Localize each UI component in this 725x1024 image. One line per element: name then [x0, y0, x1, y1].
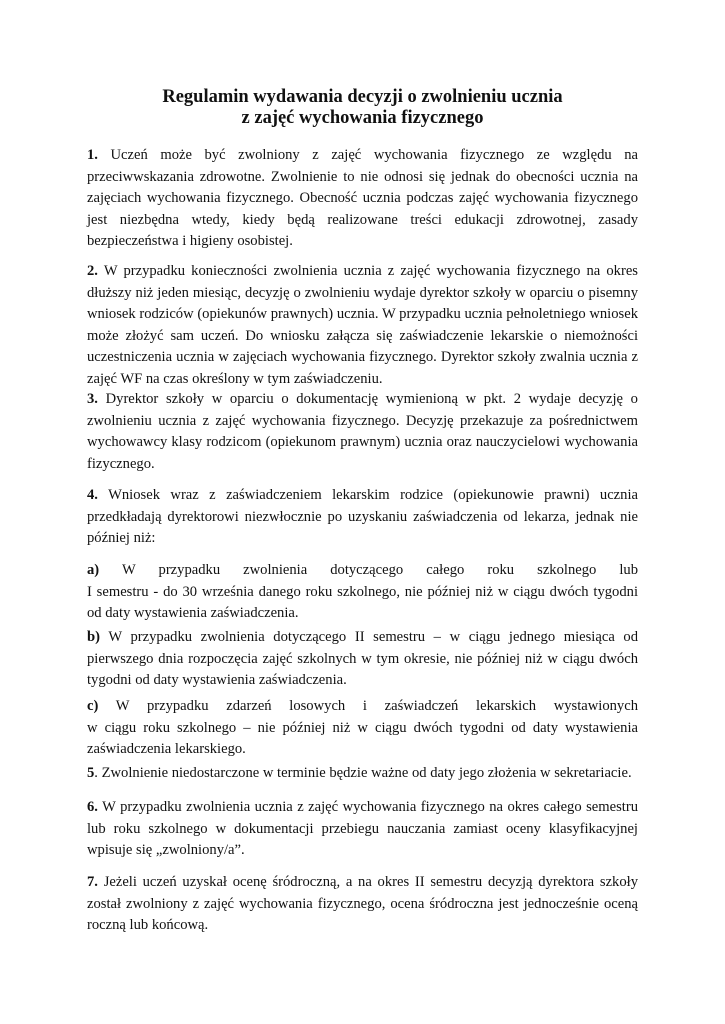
title-line-1: Regulamin wydawania decyzji o zwolnieniu ucznia — [162, 87, 563, 107]
section-4b — [87, 627, 638, 692]
section-text: Dyrektor szkoły w oparciu o dokumentację wymienioną w pkt. 2 wydaje decyzję o zwolnieniu ucznia z zajęć wychowania fizycznego. Decyzję przekazuje za pośrednictwem wychowawcy klasy rodzicom (opiekunom prawnym) ucznia oraz nauczycielowi wychowania fizycznego. — [87, 391, 638, 472]
section-text: W przypadku konieczności zwolnienia ucznia z zajęć wychowania fizycznego na okres dłuższy niż jeden miesiąc, decyzję o zwolnieniu wydaje dyrektor szkoły w oparciu o pisemny wniosek rodziców (opiekunów prawnych) ucznia. W przypadku ucznia pełnoletniego wniosek może złożyć sam uczeń. Do wniosku załącza się zaświadczenie lekarskie o niemożności uczestniczenia ucznia w zajęciach wychowania fizycznego. Dyrektor szkoły zwalnia ucznia z zajęć WF na czas określony w tym zaświadczeniu. — [87, 263, 638, 387]
title-line-2: z zajęć wychowania fizycznego — [241, 108, 484, 128]
section-first-line — [87, 696, 638, 718]
section-first-line — [87, 560, 638, 582]
section-number: c) — [87, 698, 99, 714]
section-number: 2. — [87, 263, 98, 279]
section-number: 4. — [87, 487, 98, 503]
section-number: 5 — [87, 765, 95, 781]
section-number: 3. — [87, 391, 98, 407]
section-number: 6. — [87, 799, 98, 815]
section-7 — [87, 872, 638, 937]
section-3 — [87, 389, 638, 475]
section-number: b) — [87, 629, 100, 645]
section-number: a) — [87, 562, 100, 578]
section-4c — [87, 696, 638, 761]
section-text-line1: W przypadku zdarzeń losowych i zaświadczeń lekarskich wystawionych — [115, 698, 638, 714]
section-5 — [87, 763, 638, 785]
document-title — [0, 87, 725, 129]
section-6 — [87, 797, 638, 862]
section-2 — [87, 261, 638, 390]
section-number: 1. — [87, 147, 98, 163]
section-text: . Zwolnienie niedostarczone w terminie będzie ważne od daty jego złożenia w sekretariacie. — [94, 765, 632, 781]
section-text: Wniosek wraz z zaświadczeniem lekarskim rodzice (opiekunowie prawni) ucznia przedkładają dyrektorowi niezwłocznie po uzyskaniu zaświadczenia od lekarza, jednak nie później niż: — [87, 487, 638, 546]
section-text-line1: W przypadku zwolnienia dotyczącego całego roku szkolnego lub — [121, 562, 639, 578]
section-4 — [87, 485, 638, 550]
section-number: 7. — [87, 874, 98, 890]
section-text-rest: w ciągu roku szkolnego – nie później niż w ciągu dwóch tygodni od daty wystawienia zaświadczenia lekarskiego. — [87, 719, 638, 757]
section-text-rest: I semestru - do 30 września danego roku szkolnego, nie później niż w ciągu dwóch tygodni od daty wystawienia zaświadczenia. — [87, 583, 638, 621]
section-text: Jeżeli uczeń uzyskał ocenę śródroczną, a na okres II semestru decyzją dyrektora szkoły został zwolniony z zajęć wychowania fizycznego, ocena śródroczna jest jednocześnie oceną roczną lub końcową. — [87, 874, 638, 933]
section-4a — [87, 560, 638, 625]
section-text: W przypadku zwolnienia ucznia z zajęć wychowania fizycznego na okres całego semestru lub roku szkolnego w dokumentacji przebiegu nauczania zamiast oceny klasyfikacyjnej wpisuje się „zwolniony/a”. — [87, 799, 638, 858]
section-text: Uczeń może być zwolniony z zajęć wychowania fizycznego ze względu na przeciwwskazania zdrowotne. Zwolnienie to nie odnosi się jednak do obecności ucznia na zajęciach wychowania fizycznego. Obecność ucznia podczas zajęć wychowania fizycznego jest niezbędna wtedy, kiedy będą realizowane treści edukacji zdrowotnej, zasady bezpieczeństwa i higieny osobistej. — [87, 147, 638, 249]
section-1 — [87, 145, 638, 253]
section-text: W przypadku zwolnienia dotyczącego II semestru – w ciągu jednego miesiąca od pierwszego dnia rozpoczęcia zajęć szkolnych w tym okresie, nie później niż w ciągu dwóch tygodni od daty wystawienia zaświadczenia. — [87, 629, 638, 688]
